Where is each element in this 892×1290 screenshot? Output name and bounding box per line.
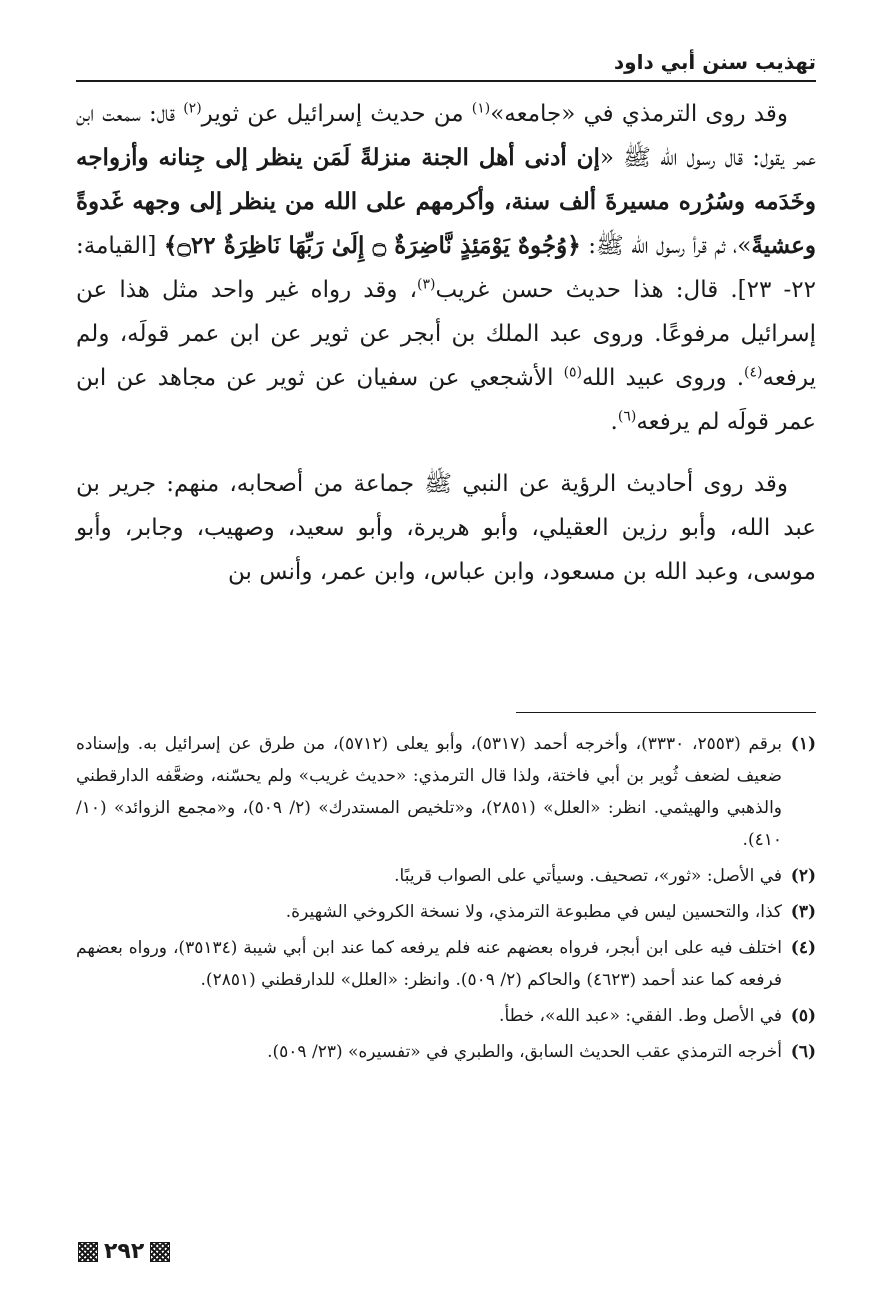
quran-verse: ﴿وُجُوهٌ يَوْمَئِذٍ نَّاضِرَةٌ ۝ إِلَىٰ رَبِّهَا نَاظِرَةٌ ۝٢٢﴾ (163, 232, 581, 259)
narration-text: . وروى عبيد الله (582, 365, 745, 391)
ornament-icon (78, 1242, 98, 1262)
footnote-number: (٦) (790, 1042, 816, 1062)
main-text (76, 92, 816, 612)
footnote-text: أخرجه الترمذي عقب الحديث السابق، والطبري في «تفسيره» (٢٣/ ٥٠٩). (267, 1042, 782, 1062)
footnote-item (76, 932, 816, 996)
paragraph-1 (76, 92, 816, 444)
footnote-text: اختلف فيه على ابن أبجر، فرواه بعضهم عنه فلم يرفعه كما عند ابن أبي شيبة (٣٥١٣٤)، ورواه بعضهم فرفعه كما عند أحمد (٤٦٢٣) والحاكم (٢/ ٥٠٩). وانظر: «العلل» للدارقطني (٢٨٥١). (76, 938, 782, 990)
footnote-ref: (١) (471, 100, 491, 117)
footnote-text: في الأصل: «ثور»، تصحيف. وسيأتي على الصواب قريبًا. (394, 866, 782, 886)
footnote-ref: (٥) (563, 364, 583, 381)
narration-text: الأشجعي عن سفيان عن ثوير عن مجاهد عن ابن عمر قولَه لم يرفعه (76, 365, 816, 435)
narration-text: ، وقد رواه غير واحد مثل هذا عن إسرائيل مرفوعًا. وروى عبد الملك بن أبجر عن ثوير عن ابن عمر قولَه، ولم يرفعه (76, 277, 817, 391)
footnote-number: (٢) (790, 866, 816, 886)
page-number-block (78, 1239, 170, 1264)
page-number: ٢٩٢ (104, 1239, 145, 1264)
narration-text: . (610, 409, 618, 435)
footnote-ref: (٢) (183, 100, 202, 117)
footnote-number: (٣) (790, 902, 816, 922)
footnote-text: في الأصل وط. الفقي: «عبد الله»، خطأ. (499, 1006, 782, 1026)
narration-text: »، ثم قرأ رسول الله ﷺ: (580, 233, 752, 259)
narration-text: من حديث إسرائيل عن ثوير (201, 101, 472, 127)
narration-text: قال: سمعت ابن عمر يقول: قال رسول الله ﷺ « (76, 101, 816, 171)
narration-text: [القيامة: ٢٢- ٢٣]. قال: هذا حديث حسن غريب (76, 233, 816, 303)
footnote-ref: (٦) (617, 408, 637, 425)
footnote-text: كذا، والتحسين ليس في مطبوعة الترمذي، ولا نسخة الكروخي الشهيرة. (285, 902, 782, 922)
footnote-text: برقم (٢٥٥٣، ٣٣٣٠)، وأخرجه أحمد (٥٣١٧)، وأبو يعلى (٥٧١٢)، من طرق عن إسرائيل به. وإسناده ضعيف لضعف ثُوير بن أبي فاختة، ولذا قال الترمذي: «حديث غريب» ولم يحسّنه، وضعَّفه الدارقطني والذهبي والهيثمي. انظر: «العلل» (٢٨٥١)، و«تلخيص المستدرك» (٢/ ٥٠٩)، و«مجمع الزوائد» (١٠/ ٤١٠). (76, 734, 783, 850)
running-header (76, 40, 816, 82)
paragraph-2: وقد روى أحاديث الرؤية عن النبي ﷺ جماعة من أصحابه، منهم: جرير بن عبد الله، وأبو رزين العقيلي، وأبو هريرة، وأبو سعيد، وصهيب، وجابر، وأبو موسى، وعبد الله بن مسعود، وابن عباس، وابن عمر، وأنس بن (76, 471, 816, 585)
narration-text: وقد روى الترمذي في «جامعه» (490, 101, 788, 127)
ornament-icon (150, 1242, 170, 1262)
footnotes (76, 728, 816, 1072)
footnote-ref: (٣) (417, 276, 436, 293)
hadith-text: إن أدنى أهل الجنة منزلةً لَمَن ينظر إلى جِنانه وأزواجه وخَدَمه وسُرُره مسيرةَ ألف سنة، وأكرمهم على الله من ينظر إلى وجهه غَدوةً وعشيةً (76, 144, 816, 259)
footnote-item (76, 860, 816, 892)
footnote-number: (٤) (790, 938, 816, 958)
footnote-ref: (٤) (744, 364, 763, 381)
footnote-item (76, 1036, 816, 1068)
footnote-number: (١) (790, 734, 816, 754)
footnote-number: (٥) (790, 1006, 816, 1026)
footnote-divider (516, 712, 816, 713)
footnote-item (76, 1000, 816, 1032)
footnote-item (76, 896, 816, 928)
footnote-item (76, 728, 816, 856)
book-title: تهذيب سنن أبي داود (613, 50, 816, 74)
